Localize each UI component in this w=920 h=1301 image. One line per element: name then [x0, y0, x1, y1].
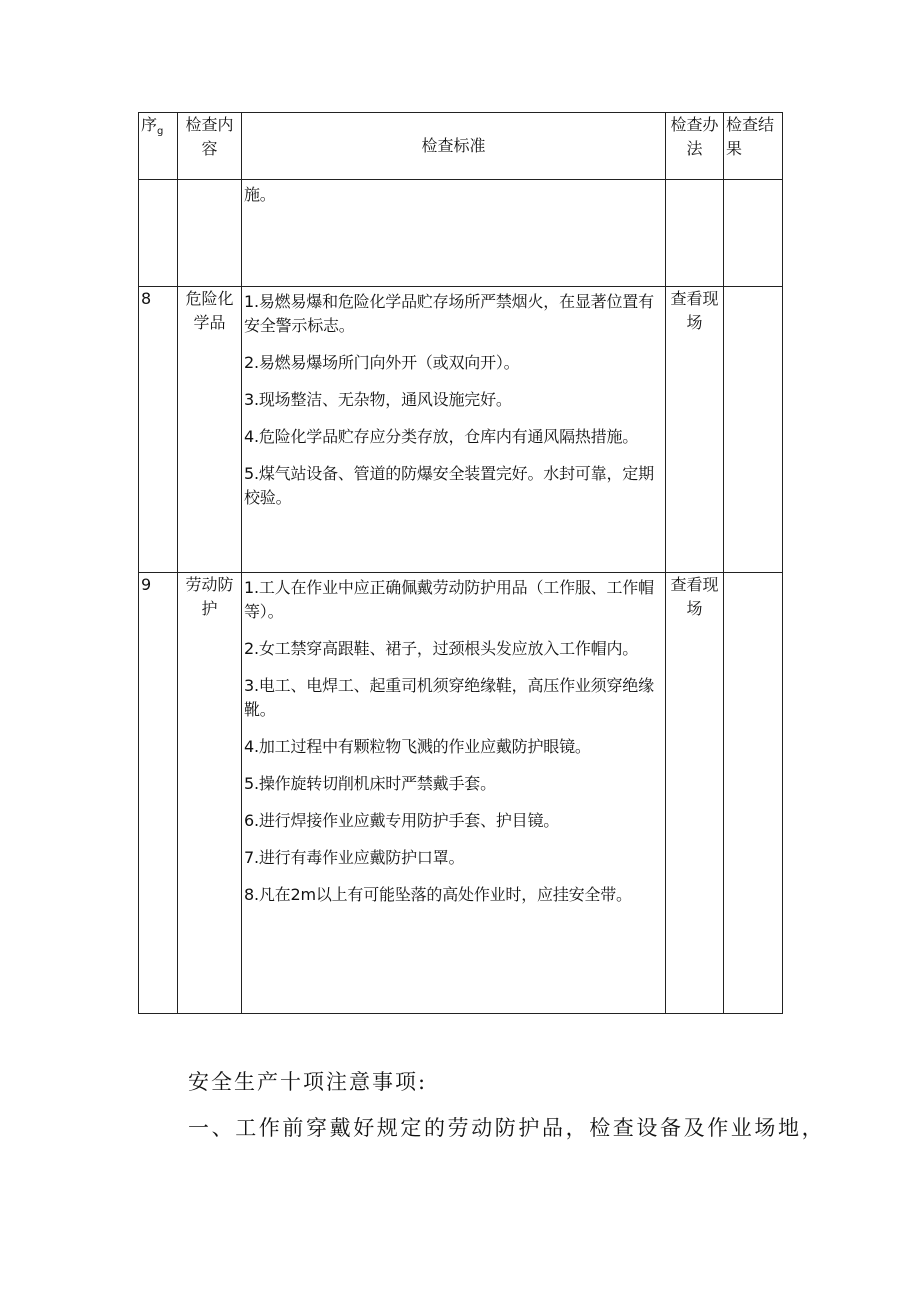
- row-item: 危险化学品: [178, 287, 242, 573]
- table-row: [139, 180, 783, 287]
- row-result: [724, 573, 783, 1014]
- row-method: 查看现场: [666, 573, 724, 1014]
- notes-item: 一、工作前穿戴好规定的劳动防护品，检查设备及作业场地，: [188, 1116, 826, 1140]
- standard-text: 3.现场整洁、无杂物，通风设施完好。: [244, 390, 512, 409]
- standard-text: 6.进行焊接作业应戴专用防护手套、护目镜。: [244, 811, 560, 830]
- standard-text: 2.易燃易爆场所门向外开（或双向开）。: [244, 353, 520, 372]
- standard-text: 4.危险化学品贮存应分类存放，仓库内有通风隔热措施。: [244, 427, 639, 446]
- header-method: 检查办法: [666, 113, 724, 180]
- standard-text: 5.操作旋转切削机床时严禁戴手套。: [244, 774, 496, 793]
- row-item: 劳动防护: [178, 573, 242, 1014]
- row-no: [139, 180, 178, 287]
- standard-text: 4.加工过程中有颗粒物飞溅的作业应戴防护眼镜。: [244, 737, 591, 756]
- standard-text: 7.进行有毒作业应戴防护口罩。: [244, 848, 465, 867]
- standard-text: 2.女工禁穿高跟鞋、裙子，过颈根头发应放入工作帽内。: [244, 639, 639, 658]
- row-method: [666, 180, 724, 287]
- header-item: 检查内容: [178, 113, 242, 180]
- row-standards: [242, 287, 666, 573]
- table-header-row: [139, 113, 783, 180]
- standard-text: 1.易燃易爆和危险化学品贮存场所严禁烟火，在显著位置有安全警示标志。: [244, 292, 654, 335]
- standard-text: 5.煤气站设备、管道的防爆安全装置完好。水封可靠，定期校验。: [244, 464, 654, 507]
- row-result: [724, 287, 783, 573]
- row-item: [178, 180, 242, 287]
- table-row: [139, 573, 783, 1014]
- table-row: [139, 287, 783, 573]
- inspection-table: [138, 112, 783, 1014]
- header-standard: 检查标准: [242, 113, 666, 180]
- notes-title: 安全生产十项注意事项:: [188, 1070, 428, 1094]
- standard-text: 1.工人在作业中应正确佩戴劳动防护用品（工作服、工作帽等）。: [244, 578, 654, 621]
- row-no: 8: [139, 287, 178, 573]
- standard-text: 施。: [244, 185, 276, 204]
- row-result: [724, 180, 783, 287]
- header-no: 序$_g$: [139, 113, 178, 180]
- row-standards: [242, 180, 666, 287]
- standard-text: 8.凡在2m以上有可能坠落的高处作业时，应挂安全带。: [244, 885, 632, 904]
- standard-text: 3.电工、电焊工、起重司机须穿绝缘鞋，高压作业须穿绝缘靴。: [244, 676, 654, 719]
- row-standards: [242, 573, 666, 1014]
- header-result: 检查结果: [724, 113, 783, 180]
- row-method: 查看现场: [666, 287, 724, 573]
- row-no: 9: [139, 573, 178, 1014]
